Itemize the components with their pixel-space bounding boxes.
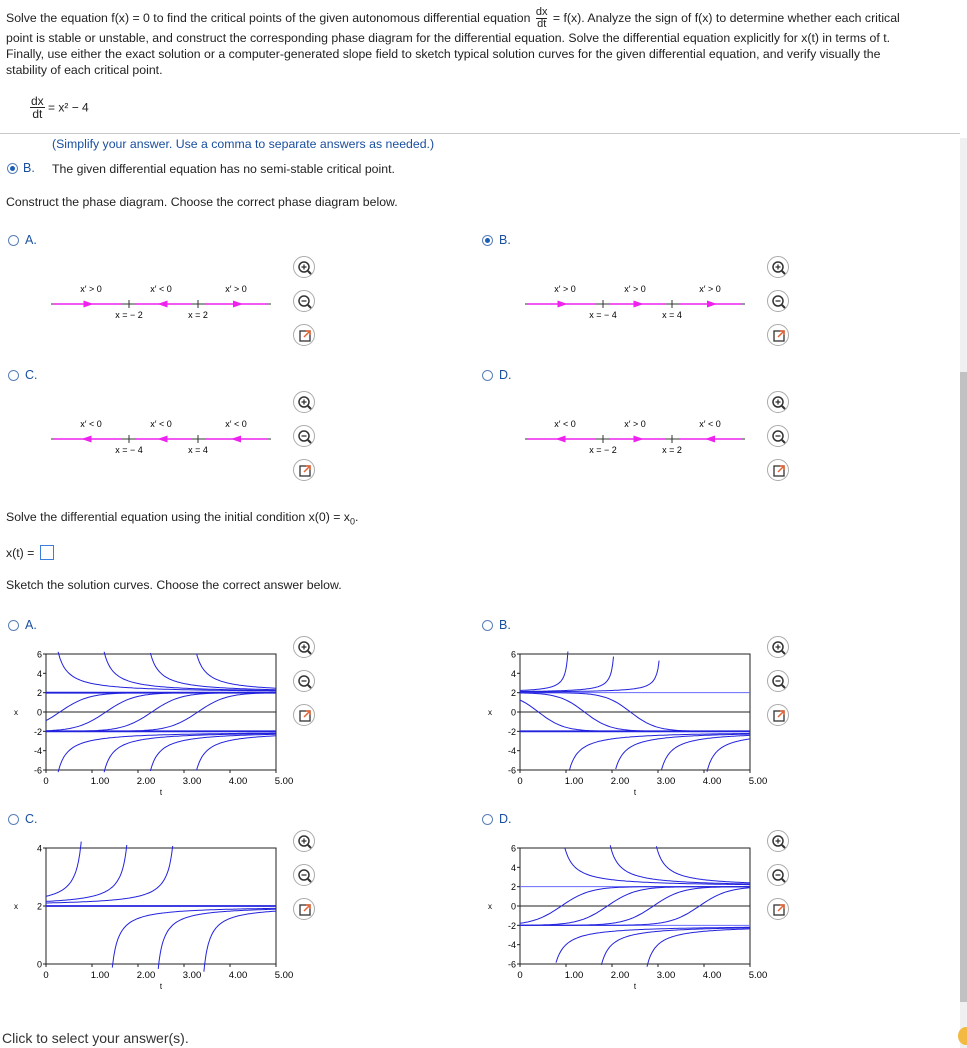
solution-curve <box>46 846 173 903</box>
ivp-period: . <box>354 510 359 524</box>
zoom-in-icon[interactable] <box>767 830 789 852</box>
zoom-out-icon[interactable] <box>293 864 315 886</box>
sketch-option-a-letter: A. <box>25 618 37 632</box>
y-tick-label: -6 <box>507 959 516 970</box>
sign-label: x′ > 0 <box>624 419 646 429</box>
sign-label: x′ < 0 <box>150 419 172 429</box>
zoom-out-icon[interactable] <box>293 425 315 447</box>
x-axis-label: t <box>159 982 163 991</box>
y-axis-label: x <box>14 708 18 717</box>
critical-point-label: x = − 4 <box>589 310 617 320</box>
arrow-right-icon <box>634 301 644 308</box>
x-tick-label: 3.00 <box>182 776 202 787</box>
solution-curve <box>616 734 750 769</box>
y-tick-label: 2 <box>510 882 516 893</box>
phase-option-a-radio[interactable] <box>8 235 19 246</box>
x-tick-label: 4.00 <box>702 970 722 981</box>
y-tick-label: 4 <box>36 668 42 679</box>
critical-point-label: x = − 2 <box>589 445 617 455</box>
equation-rhs: = x² − 4 <box>48 100 89 115</box>
x-tick-label: 5.00 <box>274 970 294 981</box>
semistable-text: The given differential equation has no semi-stable critical point. <box>52 162 395 176</box>
popout-icon[interactable] <box>293 324 315 346</box>
x-tick-label: 4.00 <box>702 776 722 787</box>
critical-point-label: x = 2 <box>662 445 682 455</box>
x-tick-label: 0 <box>43 776 49 787</box>
sketch-option-b-radio[interactable] <box>482 620 493 631</box>
x-tick-label: 3.00 <box>182 970 202 981</box>
y-tick-label: 2 <box>36 901 42 912</box>
intro-line4: stability of each critical point. <box>6 63 163 77</box>
divider <box>0 133 960 134</box>
y-tick-label: 4 <box>510 668 516 679</box>
solution-curve <box>707 739 750 772</box>
critical-point-label: x = 4 <box>188 445 208 455</box>
y-axis-label: x <box>488 708 492 717</box>
y-tick-label: 2 <box>36 688 42 699</box>
solution-curve <box>150 734 276 771</box>
zoom-out-icon[interactable] <box>767 670 789 692</box>
phase-option-c-letter: C. <box>25 368 38 382</box>
sketch-prompt: Sketch the solution curves. Choose the correct answer below. <box>6 578 342 592</box>
x-axis-label: t <box>633 788 637 797</box>
scrollbar-thumb[interactable] <box>960 372 967 1002</box>
solution-curve <box>520 887 750 924</box>
sign-label: x′ > 0 <box>80 284 102 294</box>
x-tick-label: 2.00 <box>610 970 630 981</box>
y-tick-label: -2 <box>507 920 516 931</box>
popout-icon[interactable] <box>293 898 315 920</box>
arrow-right-icon <box>233 301 243 308</box>
footer-text: Click to select your answer(s). <box>2 1030 189 1046</box>
zoom-out-icon[interactable] <box>293 670 315 692</box>
intro-line3: Finally, use either the exact solution or a computer-generated slope field to sketch typical solution curves for the given differential equation, and verify visually the <box>6 47 881 61</box>
arrow-left-icon <box>158 301 168 308</box>
x-axis-label: t <box>633 982 637 991</box>
y-axis-label: x <box>488 902 492 911</box>
y-tick-label: -6 <box>507 765 516 776</box>
intro-line2: point is stable or unstable, and construct the corresponding phase diagram for the differential equation. Solve the differential equation explicitly for x(t) in terms of t. <box>6 31 891 45</box>
y-tick-label: 6 <box>36 649 42 660</box>
sketch-option-a-chart <box>6 638 296 818</box>
arrow-left-icon <box>556 436 566 443</box>
zoom-in-icon[interactable] <box>767 391 789 413</box>
ivp-prompt <box>6 510 358 529</box>
zoom-out-icon[interactable] <box>767 425 789 447</box>
phase-prompt: Construct the phase diagram. Choose the correct phase diagram below. <box>6 195 398 209</box>
y-tick-label: 0 <box>510 901 516 912</box>
phase-option-b-radio[interactable] <box>482 235 493 246</box>
zoom-out-icon[interactable] <box>767 864 789 886</box>
solution-curve <box>565 848 750 885</box>
intro-fraction <box>536 7 548 30</box>
critical-point-label: x = − 2 <box>115 310 143 320</box>
y-tick-label: 4 <box>36 843 42 854</box>
arrow-right-icon <box>558 301 568 308</box>
arrow-left-icon <box>82 436 92 443</box>
x-tick-label: 4.00 <box>228 776 248 787</box>
y-tick-label: -6 <box>33 765 42 776</box>
semistable-letter: B. <box>23 161 35 175</box>
solution-curve <box>46 693 276 721</box>
solution-curve <box>601 928 750 965</box>
critical-point-label: x = − 4 <box>115 445 143 455</box>
arrow-right-icon <box>634 436 644 443</box>
y-axis-label: x <box>14 902 18 911</box>
x-tick-label: 0 <box>43 970 49 981</box>
solution-curve <box>610 845 750 884</box>
zoom-in-icon[interactable] <box>293 636 315 658</box>
sketch-option-d-letter: D. <box>499 812 512 826</box>
sign-label: x′ > 0 <box>624 284 646 294</box>
y-tick-label: 6 <box>510 649 516 660</box>
sketch-option-c-chart <box>6 832 296 1012</box>
zoom-in-icon[interactable] <box>293 256 315 278</box>
help-icon[interactable] <box>958 1027 967 1045</box>
solution-curve <box>656 846 750 883</box>
y-tick-label: -4 <box>507 940 516 951</box>
sign-label: x′ < 0 <box>225 419 247 429</box>
sign-label: x′ < 0 <box>699 419 721 429</box>
zoom-in-icon[interactable] <box>767 256 789 278</box>
intro-line1-a: Solve the equation f(x) = 0 to find the critical points of the given autonomous differential equation <box>6 10 531 25</box>
x-tick-label: 2.00 <box>610 776 630 787</box>
x-tick-label: 3.00 <box>656 970 676 981</box>
solution-curve <box>556 927 750 962</box>
answer-label: x(t) = <box>6 546 35 560</box>
phase-option-d-letter: D. <box>499 368 512 382</box>
hint-text: (Simplify your answer. Use a comma to separate answers as needed.) <box>52 137 435 151</box>
x-tick-label: 3.00 <box>656 776 676 787</box>
y-tick-label: -2 <box>33 726 42 737</box>
phase-option-c-diagram <box>46 416 276 466</box>
solution-curve <box>661 735 750 770</box>
solution-curve <box>520 652 568 691</box>
phase-option-c-radio[interactable] <box>8 370 19 381</box>
solution-curve <box>520 661 659 692</box>
popout-icon[interactable] <box>293 459 315 481</box>
x-tick-label: 2.00 <box>136 776 156 787</box>
sign-label: x′ < 0 <box>554 419 576 429</box>
sketch-option-d-radio[interactable] <box>482 814 493 825</box>
phase-option-b-diagram <box>520 281 750 331</box>
x-tick-label: 5.00 <box>748 970 768 981</box>
sign-label: x′ > 0 <box>225 284 247 294</box>
sketch-option-d-chart <box>480 832 770 1012</box>
phase-option-b-letter: B. <box>499 233 511 247</box>
solution-curve <box>58 652 276 691</box>
answer-input[interactable] <box>40 545 54 560</box>
semistable-radio[interactable] <box>7 163 18 174</box>
equation <box>30 95 89 120</box>
solution-curve <box>112 908 276 967</box>
x-tick-label: 0 <box>517 776 523 787</box>
popout-icon[interactable] <box>767 459 789 481</box>
phase-option-a-diagram <box>46 281 276 331</box>
y-tick-label: 0 <box>36 959 42 970</box>
ivp-sub: 0 <box>349 516 355 527</box>
phase-option-a-letter: A. <box>25 233 37 247</box>
intro-frac-num: dx <box>535 6 548 18</box>
solution-curve <box>150 653 276 690</box>
sign-label: x′ < 0 <box>150 284 172 294</box>
y-tick-label: -2 <box>507 726 516 737</box>
solution-curve <box>204 911 276 972</box>
arrow-left-icon <box>705 436 715 443</box>
x-tick-label: 2.00 <box>136 970 156 981</box>
zoom-in-icon[interactable] <box>767 636 789 658</box>
equation-num: dx <box>31 94 44 108</box>
arrow-right-icon <box>84 301 94 308</box>
solution-curve <box>647 929 750 967</box>
intro-line1-b: = f(x). Analyze the sign of f(x) to determine whether each critical <box>552 10 900 25</box>
x-tick-label: 4.00 <box>228 970 248 981</box>
x-tick-label: 1.00 <box>564 776 584 787</box>
solution-curve <box>58 733 276 772</box>
intro-frac-den: dt <box>537 18 547 30</box>
x-tick-label: 5.00 <box>274 776 294 787</box>
sketch-option-a-radio[interactable] <box>8 620 19 631</box>
x-tick-label: 0 <box>517 970 523 981</box>
intro-line1 <box>6 7 900 30</box>
phase-option-d-radio[interactable] <box>482 370 493 381</box>
solution-curve <box>46 845 127 902</box>
arrow-left-icon <box>231 436 241 443</box>
sign-label: x′ > 0 <box>554 284 576 294</box>
y-tick-label: -4 <box>33 746 42 757</box>
solution-curve <box>520 888 750 926</box>
y-tick-label: -4 <box>507 746 516 757</box>
zoom-in-icon[interactable] <box>293 830 315 852</box>
popout-icon[interactable] <box>293 704 315 726</box>
solution-curve <box>46 842 81 897</box>
critical-point-label: x = 2 <box>188 310 208 320</box>
solution-curve <box>158 909 276 969</box>
zoom-in-icon[interactable] <box>293 391 315 413</box>
sketch-option-c-radio[interactable] <box>8 814 19 825</box>
popout-icon[interactable] <box>767 704 789 726</box>
x-tick-label: 1.00 <box>90 776 110 787</box>
sign-label: x′ > 0 <box>699 284 721 294</box>
ivp-prompt-text: Solve the differential equation using the initial condition x(0) = x <box>6 510 350 524</box>
popout-icon[interactable] <box>767 324 789 346</box>
y-tick-label: 4 <box>510 862 516 873</box>
popout-icon[interactable] <box>767 898 789 920</box>
sketch-option-b-letter: B. <box>499 618 511 632</box>
critical-point-label: x = 4 <box>662 310 682 320</box>
x-tick-label: 5.00 <box>748 776 768 787</box>
x-tick-label: 1.00 <box>564 970 584 981</box>
sketch-option-c-letter: C. <box>25 812 38 826</box>
arrow-left-icon <box>158 436 168 443</box>
x-tick-label: 1.00 <box>90 970 110 981</box>
solution-curve <box>197 654 276 688</box>
phase-option-d-diagram <box>520 416 750 466</box>
sign-label: x′ < 0 <box>80 419 102 429</box>
arrow-right-icon <box>707 301 717 308</box>
sketch-option-b-chart <box>480 638 770 818</box>
solution-curve <box>197 736 276 770</box>
zoom-out-icon[interactable] <box>767 290 789 312</box>
y-tick-label: 0 <box>36 707 42 718</box>
y-tick-label: 2 <box>510 688 516 699</box>
y-tick-label: 0 <box>510 707 516 718</box>
x-axis-label: t <box>159 788 163 797</box>
zoom-out-icon[interactable] <box>293 290 315 312</box>
y-tick-label: 6 <box>510 843 516 854</box>
equation-den: dt <box>32 107 43 121</box>
